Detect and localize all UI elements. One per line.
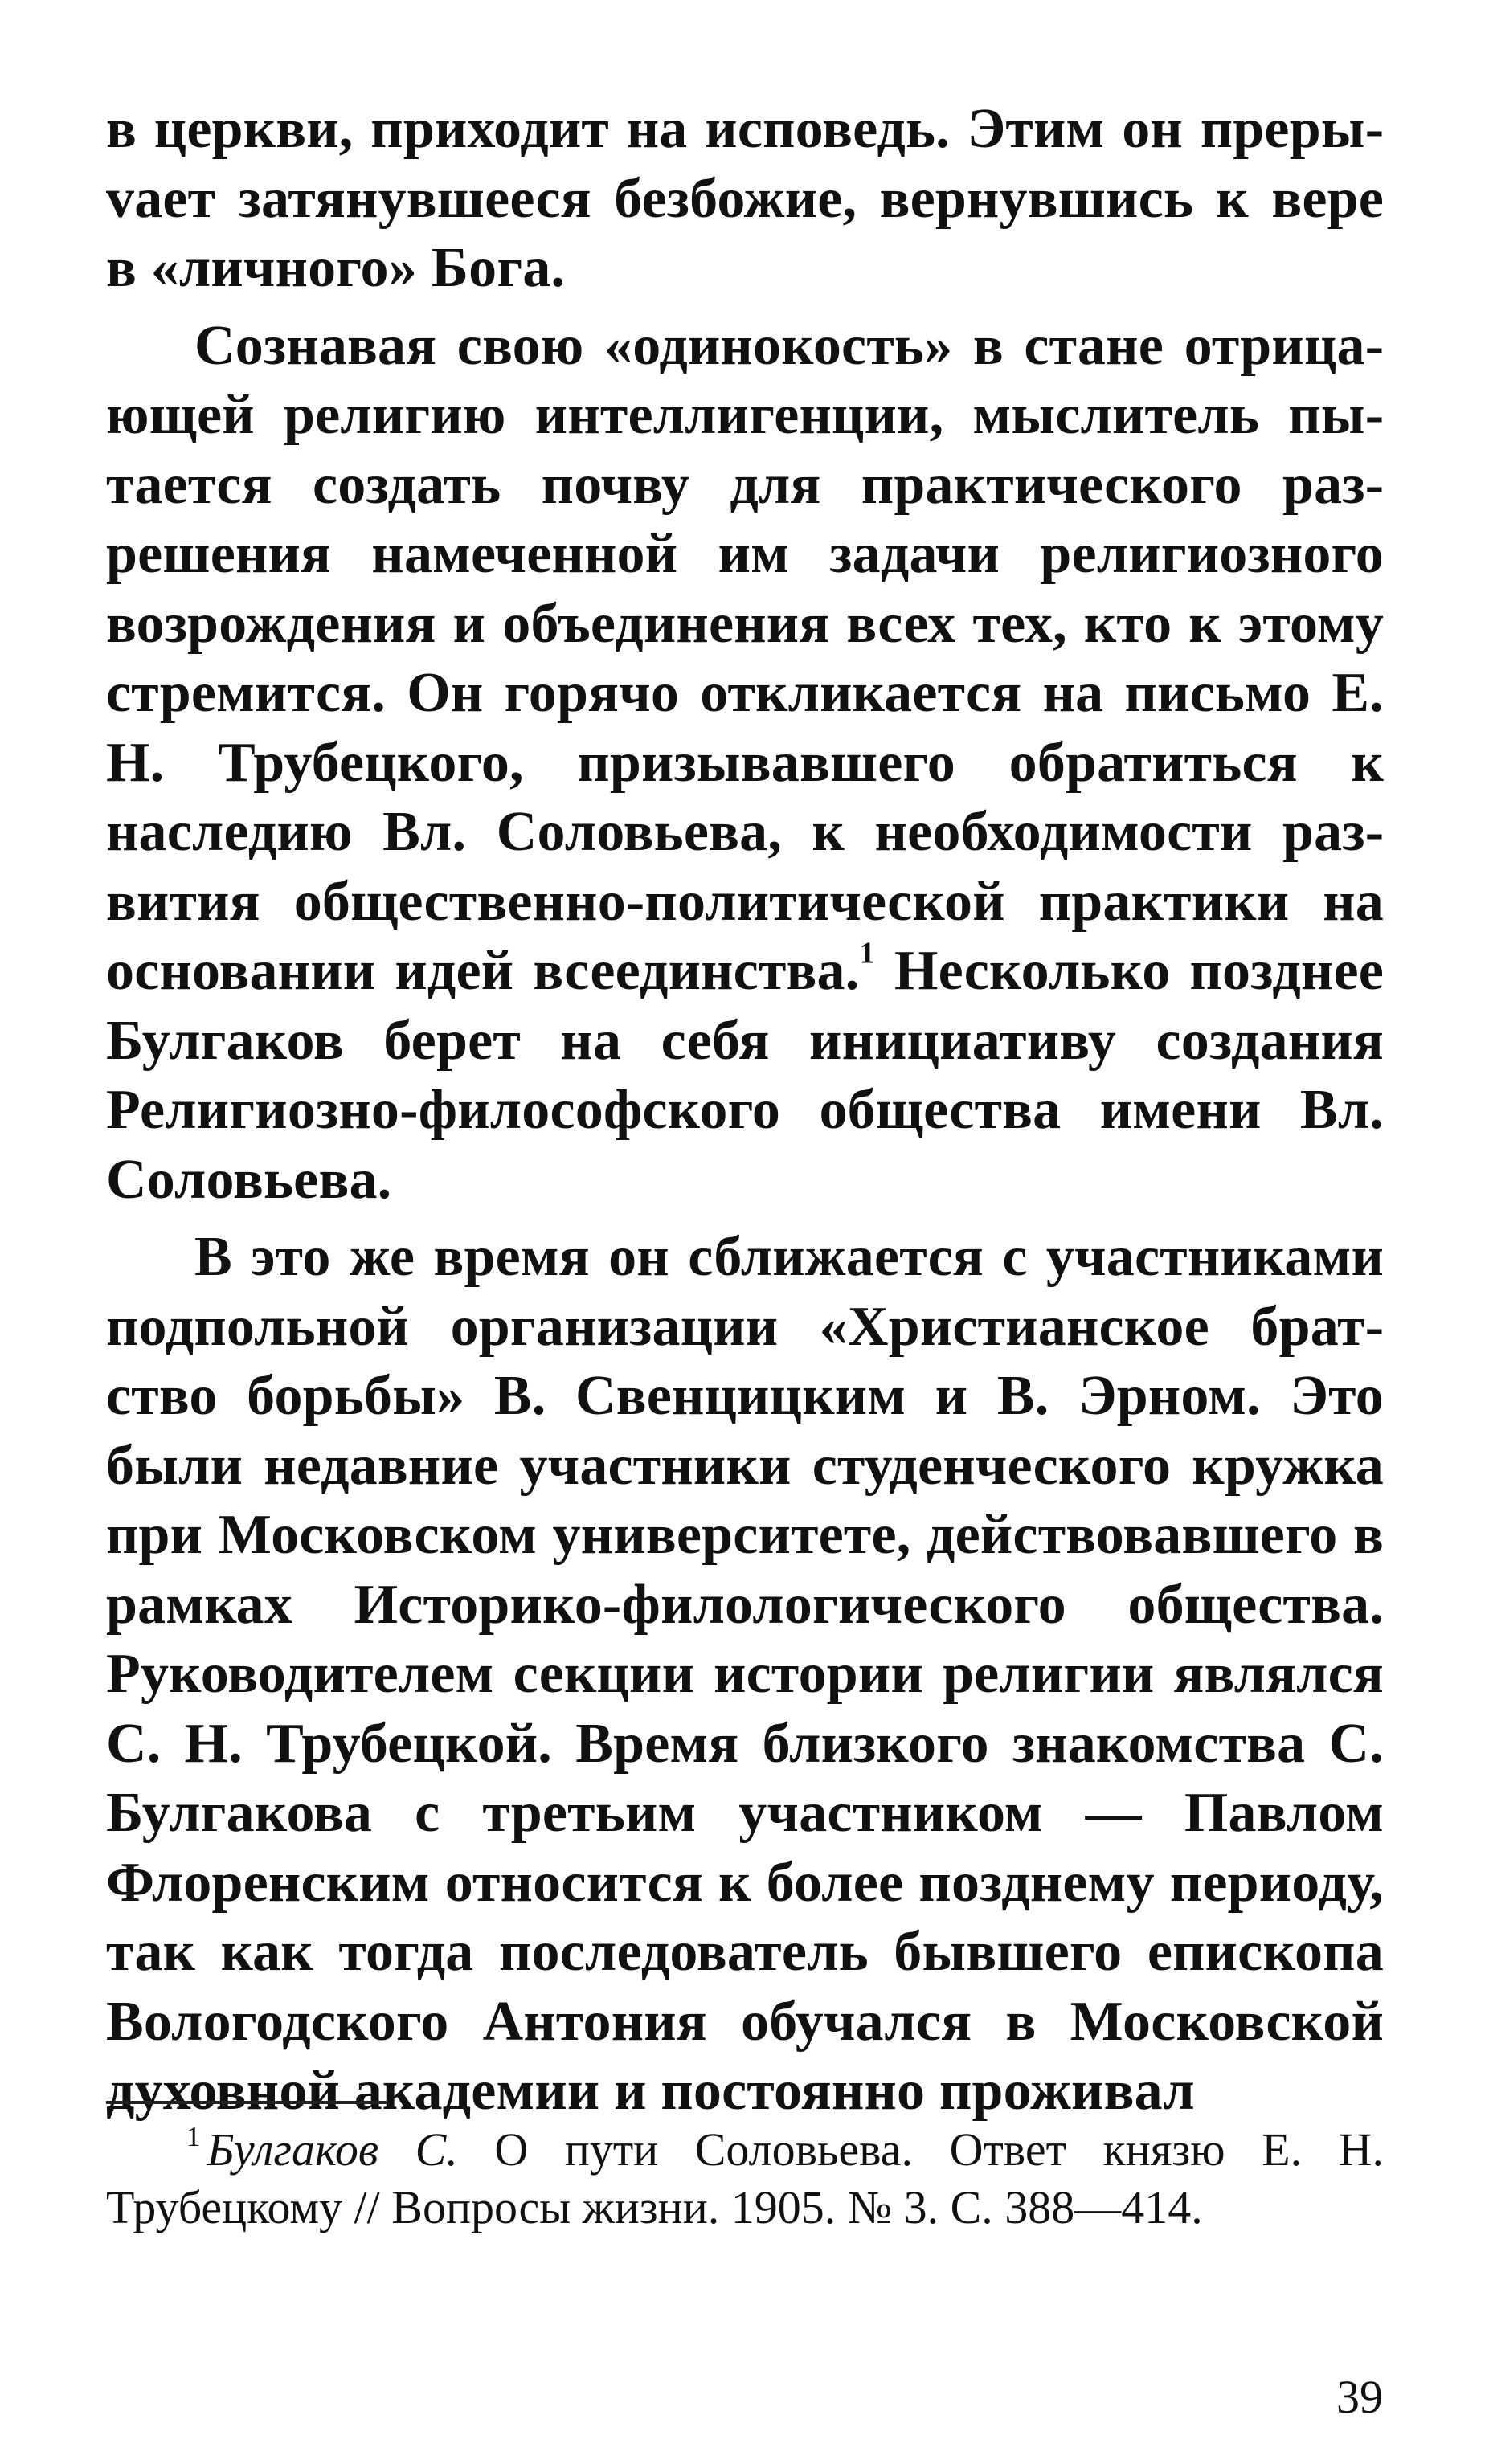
page-number: 39 — [1336, 2371, 1383, 2423]
paragraph-3: В это же время он сближается с участниками подпольной организации «Христианское братство борьбы» В. Свенцицким и В. Эрном. Это были недавние участники студенческого кружка при Московском университете, действовавшего в рамках Историко-филологического общества. Руководителем секции истории религии являлся С. Н. Трубецкой. Время близкого знакомства С. Булгакова с третьим участником — Павлом Флоренским относится к более позднему периоду, так как тогда последователь бывшего епископа Вологодского Антония обучался в Московской духовной академии и постоянно проживал — [106, 1226, 1384, 2122]
footnote-reference: 1 — [859, 936, 875, 970]
paragraph-1: в церкви, приходит на исповедь. Этим он прерыvает затянувшееся безбожие, вернувшись к вере в «личного» Бога. — [106, 98, 1384, 299]
footnote — [106, 2121, 1384, 2237]
footnote-mark: 1 — [186, 2120, 201, 2152]
footnote-author: Булгаков С. — [207, 2123, 458, 2176]
paragraph-2 — [106, 312, 1384, 1216]
paragraph-2-continued: Несколько позднее Булгаков берет на себя инициативу создания Религиозно-философского общества имени Вл. Соловьева. — [106, 940, 1385, 1211]
paragraph-2-text: Сознавая свою «одинокость» в стане отрицающей религию интеллигенции, мыслитель пытается создать почву для практического разрешения намеченной им задачи религиозного возрождения и объединения всех тех, кто к этому стремится. Он горячо откликается на письмо Е. Н. Трубецкого, призывавшего обратиться к наследию Вл. Соловьева, к необходимости развития общественно-политической практики на основании идей всеединства. — [106, 314, 1384, 1002]
footnote-divider — [106, 2101, 387, 2104]
main-text — [106, 95, 1384, 2127]
footnote-text: О пути Соловьева. Ответ князю Е. Н. Трубецкому // Вопросы жизни. 1905. № 3. С. 388—414. — [106, 2123, 1384, 2233]
